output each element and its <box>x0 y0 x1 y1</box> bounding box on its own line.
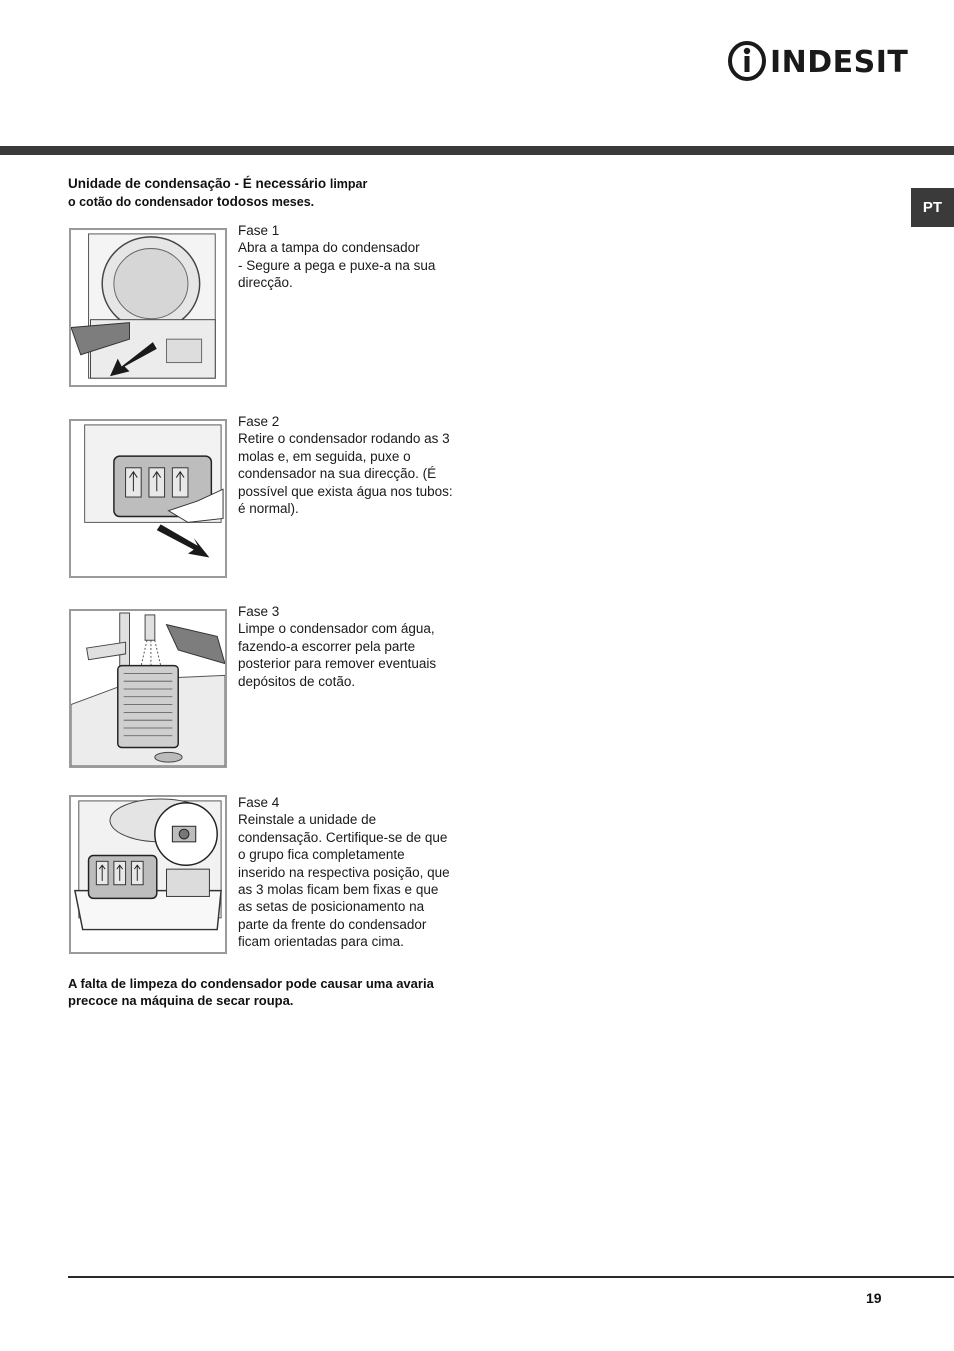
step-line: Retire o condensador rodando as 3 molas e, em seguida, puxe o condensador na sua direcção. (É possível que exista água nos tubos: é normal). <box>238 431 453 517</box>
step-4-text <box>238 794 453 951</box>
step-line: Abra a tampa do condensador <box>238 240 420 256</box>
header-divider <box>0 146 954 155</box>
step-phase-label: Fase 1 <box>238 223 280 238</box>
step-3-illustration <box>69 609 227 768</box>
step-2-text <box>238 413 453 517</box>
section-heading <box>68 175 448 211</box>
brand-name: INDESIT <box>770 45 909 80</box>
footer-divider <box>68 1276 954 1278</box>
step-3-text <box>238 603 453 690</box>
step-phase-label: Fase 4 <box>238 795 280 810</box>
brand-mark-icon <box>726 40 768 82</box>
step-line: - Segure a pega e puxe-a na sua direcção. <box>238 257 436 291</box>
heading-part: limpar <box>329 177 368 191</box>
maintenance-warning: A falta de limpeza do condensador pode causar uma avaria precoce na máquina de secar roupa. <box>68 976 434 1008</box>
heading-part: Unidade de condensação - É necessário <box>68 176 327 191</box>
page-number: 19 <box>866 1290 882 1306</box>
heading-part: todos <box>216 194 254 209</box>
step-4-illustration <box>69 795 227 954</box>
step-line: Reinstale a unidade de condensação. Certifique-se de que o grupo fica completamente inserido na respectiva posição, que as 3 molas ficam bem fixas e que as setas de posicionamento na parte da frente do condensador ficam orientadas para cima. <box>238 812 450 950</box>
step-2-illustration <box>69 419 227 578</box>
step-1-illustration <box>69 228 227 387</box>
step-phase-label: Fase 3 <box>238 604 280 619</box>
step-line: Limpe o condensador com água, fazendo-a escorrer pela parte posterior para remover eventuais depósitos de cotão. <box>238 621 437 689</box>
step-1-text <box>238 222 453 292</box>
step-phase-label: Fase 2 <box>238 414 280 429</box>
heading-part: os meses. <box>253 195 315 209</box>
language-tab: PT <box>911 188 954 227</box>
heading-part: o cotão do condensador <box>68 195 214 209</box>
